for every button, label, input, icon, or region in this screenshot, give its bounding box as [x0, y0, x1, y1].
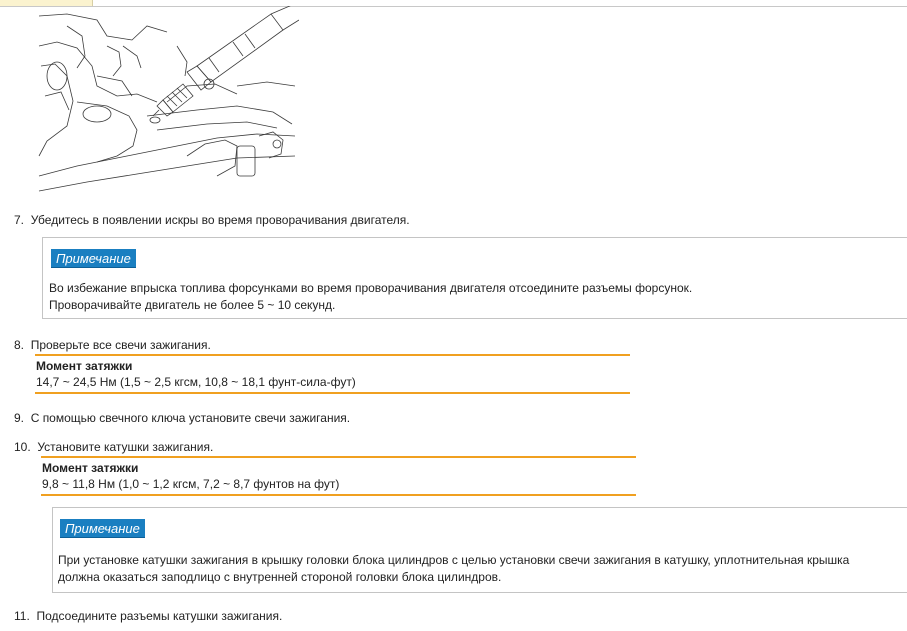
step-number: 11. [14, 609, 30, 623]
step-7 [14, 213, 410, 227]
note-line: Проворачивайте двигатель не более 5 ~ 10 секунд. [49, 298, 336, 312]
step-text: Убедитесь в появлении искры во время проворачивания двигателя. [30, 213, 410, 227]
torque-spec [41, 456, 636, 496]
step-8 [14, 338, 211, 352]
note-badge: Примечание [60, 519, 145, 538]
step-9 [14, 411, 350, 425]
step-number: 7. [14, 213, 25, 227]
step-text: Установите катушки зажигания. [37, 440, 214, 454]
torque-value: 9,8 ~ 11,8 Нм (1,0 ~ 1,2 кгсм, 7,2 ~ 8,7 фунтов на фут) [42, 477, 340, 491]
torque-label: Момент затяжки [42, 461, 139, 475]
step-number: 9. [14, 411, 25, 425]
step-10 [14, 440, 213, 454]
note-box [42, 237, 907, 319]
torque-spec [35, 354, 630, 394]
note-line: Во избежание впрыска топлива форсунками во время проворачивания двигателя отсоедините разъемы форсунок. [49, 281, 693, 295]
note-box [52, 507, 907, 593]
note-line: должна оказаться заподлицо с внутренней стороной головки блока цилиндров. [58, 570, 502, 584]
step-text: Проверьте все свечи зажигания. [30, 338, 211, 352]
step-number: 8. [14, 338, 25, 352]
note-badge: Примечание [51, 249, 136, 268]
torque-value: 14,7 ~ 24,5 Нм (1,5 ~ 2,5 кгсм, 10,8 ~ 18,1 фунт-сила-фут) [36, 375, 356, 389]
step-text: С помощью свечного ключа установите свечи зажигания. [30, 411, 351, 425]
step-text: Подсоедините разъемы катушки зажигания. [36, 609, 283, 623]
step-number: 10. [14, 440, 31, 454]
note-line: При установке катушки зажигания в крышку головки блока цилиндров с целью установки свечи зажигания в катушку, уплотнительная крышка [58, 553, 850, 567]
torque-label: Момент затяжки [36, 359, 133, 373]
step-11 [14, 609, 282, 623]
spark-plug-illustration [37, 6, 299, 196]
